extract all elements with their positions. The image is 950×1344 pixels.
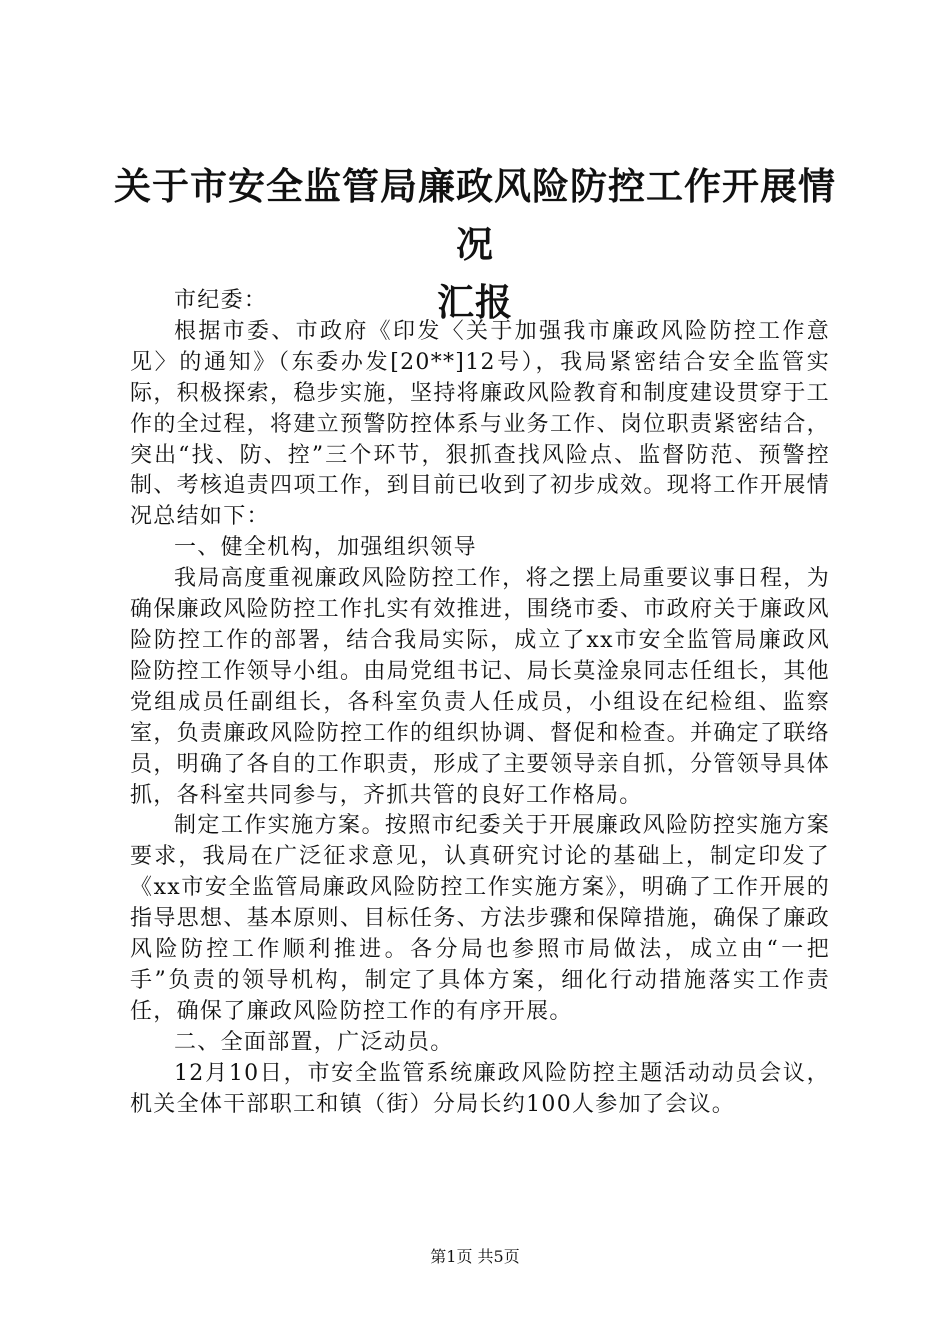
section-heading-1: 一、健全机构，加强组织领导 <box>174 535 477 561</box>
paragraph-intro: 根据市委、市政府《印发〈关于加强我市廉政风险防控工作意见〉的通知》（东委办发[20**]12号），我局紧密结合安全监管实际，积极探索，稳步实施，坚持将廉政风险教育和制度建设贯穿于工作的全过程，将建立预警防控体系与业务工作、岗位职责紧密结合，突出“找、防、控”三个环节，狠抓查找风险点、监督防范、预警控制、考核追责四项工作，到目前已收到了初步成效。现将工作开展情况总结如下： <box>130 318 830 530</box>
paragraph-organization: 我局高度重视廉政风险防控工作，将之摆上局重要议事日程，为确保廉政风险防控工作扎实有效推进，围绕市委、市政府关于廉政风险防控工作的部署，结合我局实际，成立了xx市安全监管局廉政风险防控工作领导小组。由局党组书记、局长莫淦泉同志任组长，其他党组成员任副组长，各科室负责人任成员，小组设在纪检组、监察室，负责廉政风险防控工作的组织协调、督促和检查。并确定了联络员，明确了各自的工作职责，形成了主要领导亲自抓，分管领导具体抓，各科室共同参与，齐抓共管的良好工作格局。 <box>130 566 830 808</box>
title-line-1: 关于市安全监管局廉政风险防控工作开展情况 <box>114 165 836 266</box>
document-body <box>130 286 830 1120</box>
paragraph-meeting: 12月10日，市安全监管系统廉政风险防控主题活动动员会议，机关全体干部职工和镇（街）分局长约100人参加了会议。 <box>130 1060 830 1117</box>
salutation: 市纪委： <box>174 288 268 313</box>
page-number: 第1页 共5页 <box>430 1247 520 1266</box>
paragraph-plan: 制定工作实施方案。按照市纪委关于开展廉政风险防控实施方案要求，我局在广泛征求意见，认真研究讨论的基础上，制定印发了《xx市安全监管局廉政风险防控工作实施方案》，明确了工作开展的指导思想、基本原则、目标任务、方法步骤和保障措施，确保了廉政风险防控工作顺利推进。各分局也参照市局做法，成立由“一把手”负责的领导机构，制定了具体方案，细化行动措施落实工作责任，确保了廉政风险防控工作的有序开展。 <box>130 813 830 1024</box>
section-heading-2: 二、全面部置，广泛动员。 <box>174 1029 454 1055</box>
title-line-2: 汇报 <box>437 281 513 324</box>
